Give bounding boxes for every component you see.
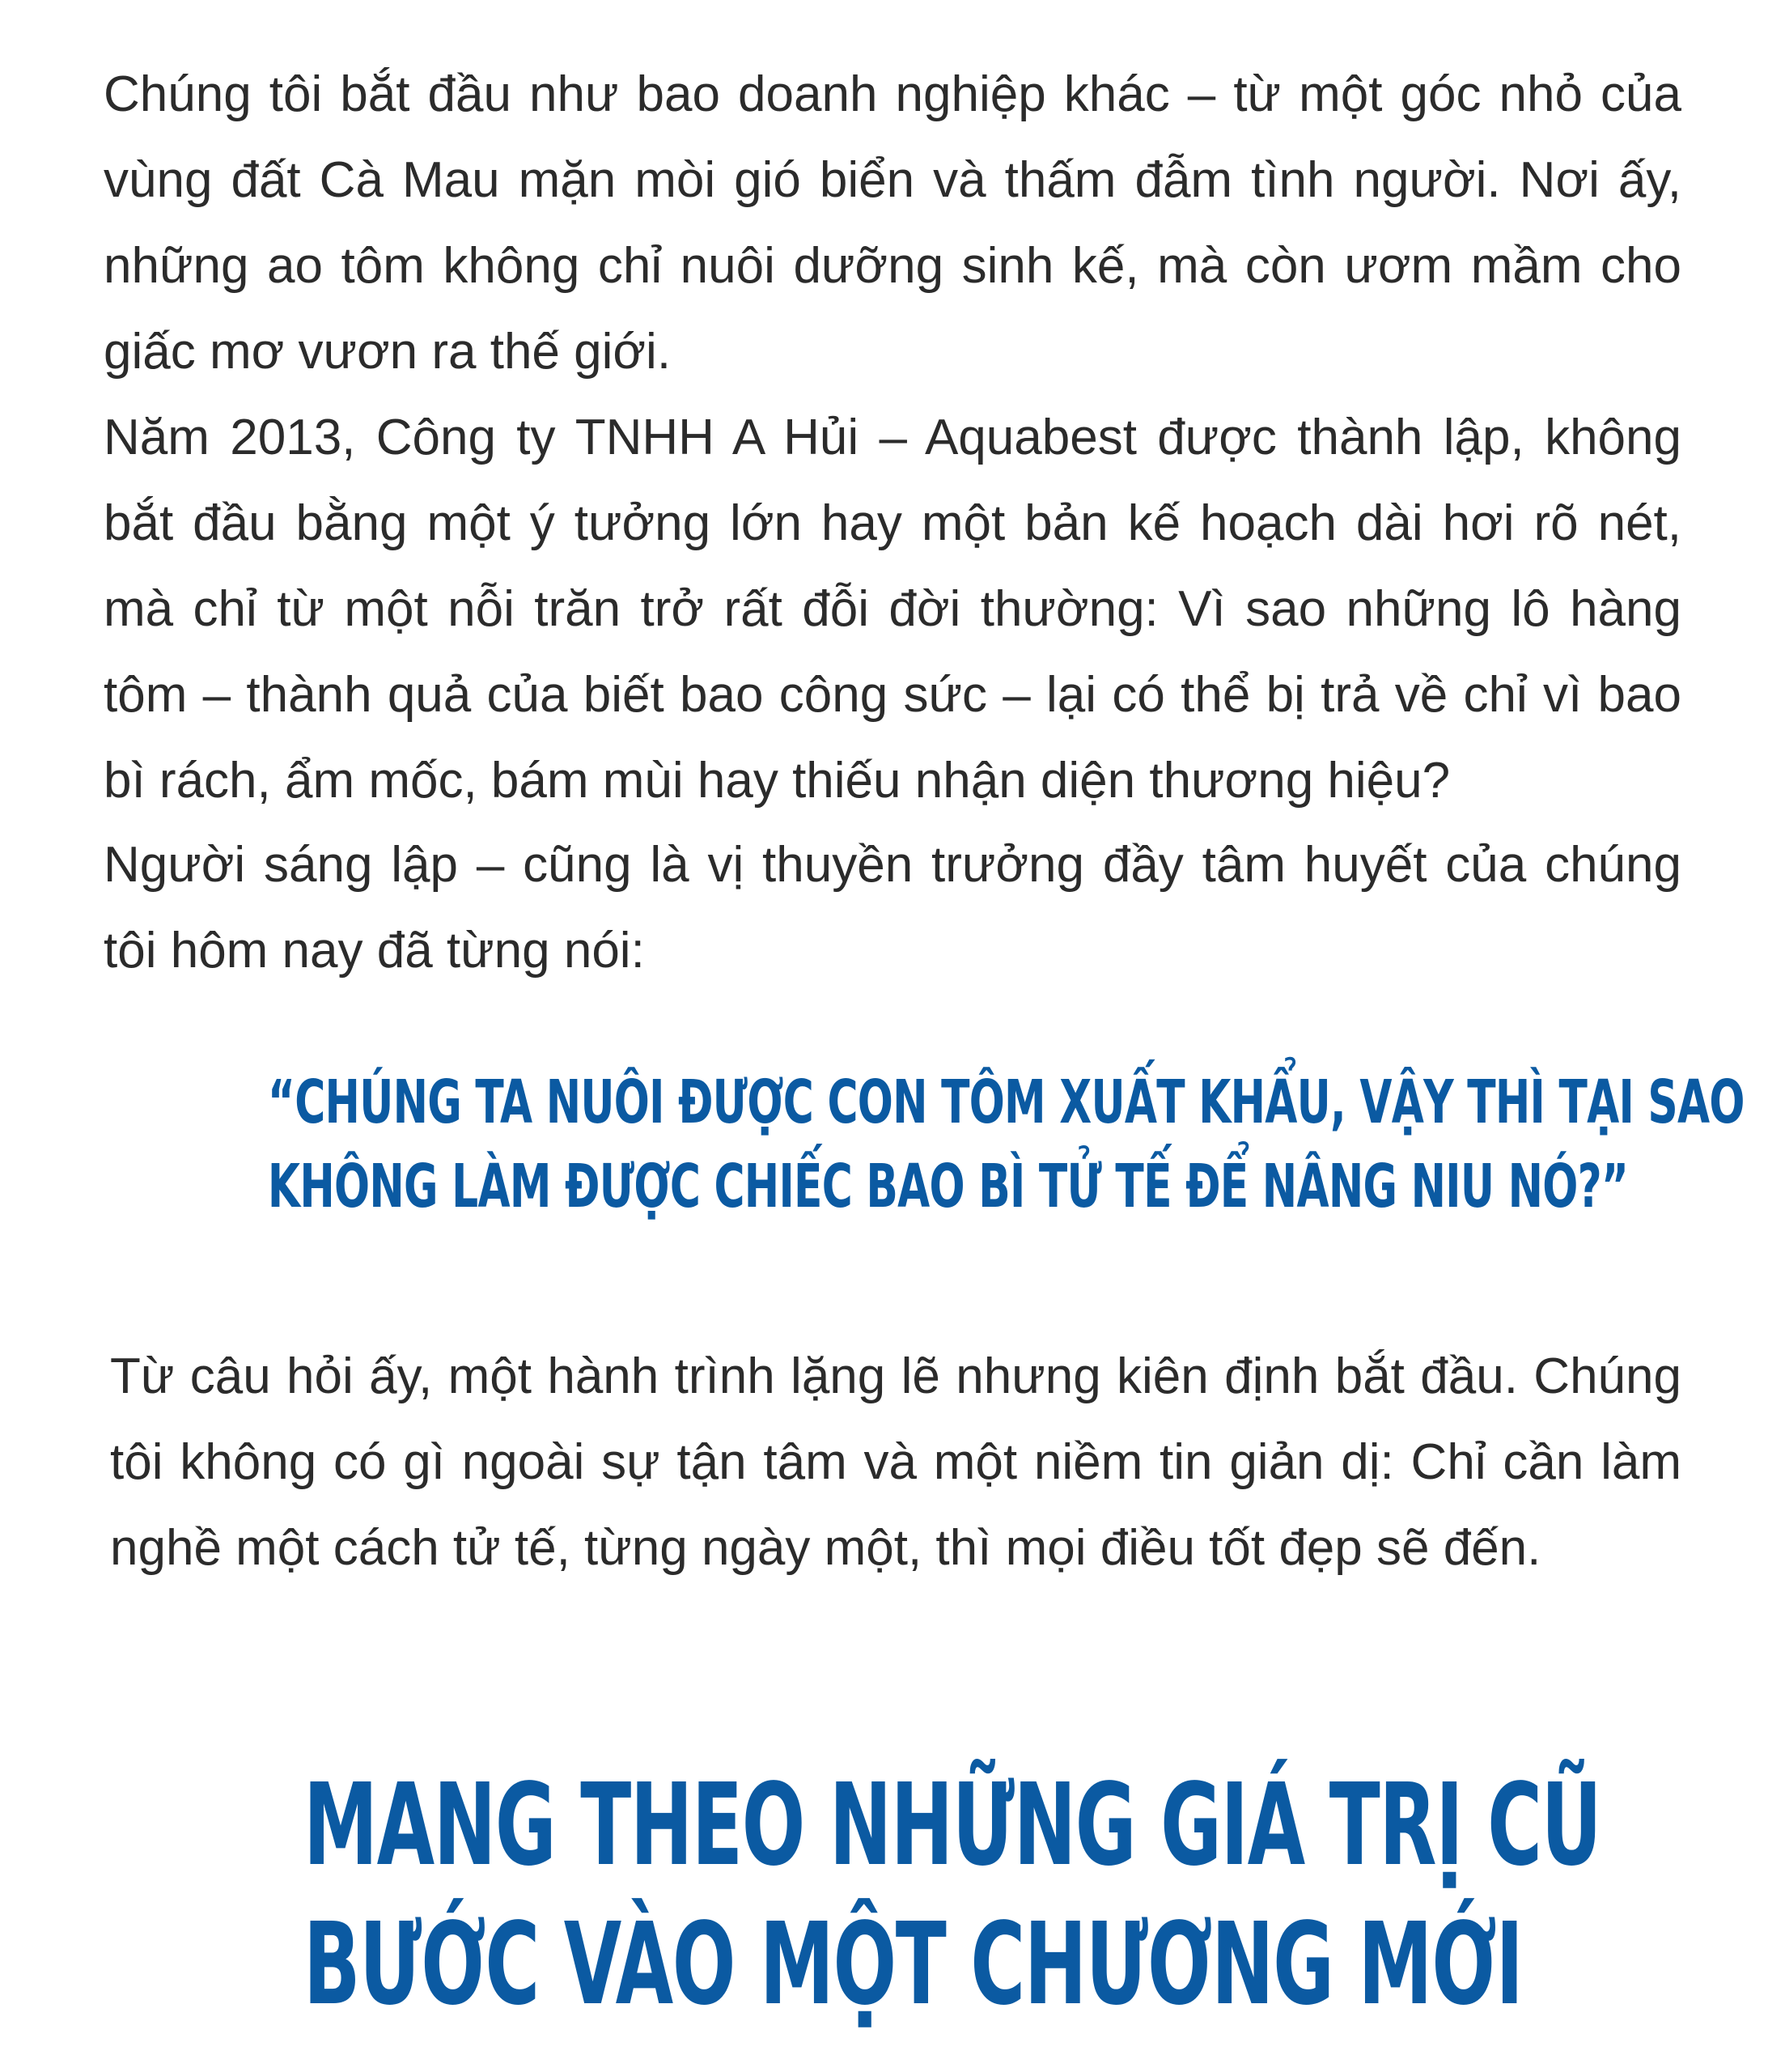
founding-paragraph: Năm 2013, Công ty TNHH A Hủi – Aquabest được thành lập, không bắt đầu bằng một ý tưởng lớn hay một bản kế hoạch dài hơi rõ nét, mà chỉ từ một nỗi trăn trở rất đỗi đời thường: Vì sao những lô hàng tôm – thành quả của biết bao công sức – lại có thể bị trả về chỉ vì bao bì rách, ẩm mốc, bám mùi hay thiếu nhận diện thương hiệu?: [104, 410, 1681, 809]
quote-line-1: “CHÚNG TA NUÔI ĐƯỢC CON TÔM XUẤT KHẨU, VẬY THÌ TẠI SAO: [267, 1068, 1745, 1137]
heading-line-2: BƯỚC VÀO MỘT CHƯƠNG MỚI: [303, 1899, 1523, 2031]
founder-quote: [267, 1060, 1745, 1229]
quote-line-2: KHÔNG LÀM ĐƯỢC CHIẾC BAO BÌ TỬ TẾ ĐỂ NÂNG NIU NÓ?”: [267, 1152, 1629, 1221]
heading-line-1: MANG THEO NHỮNG GIÁ TRỊ CŨ: [303, 1760, 1601, 1892]
section-heading: [303, 1756, 1601, 2035]
founder-intro-paragraph: Người sáng lập – cũng là vị thuyền trưởng đầy tâm huyết của chúng tôi hôm nay đã từng nói:: [104, 837, 1681, 979]
journey-paragraph: Từ câu hỏi ấy, một hành trình lặng lẽ nhưng kiên định bắt đầu. Chúng tôi không có gì ngoài sự tận tâm và một niềm tin giản dị: Chỉ cần làm nghề một cách tử tế, từng ngày một, thì mọi điều tốt đẹp sẽ đến.: [110, 1348, 1681, 1576]
intro-paragraph: Chúng tôi bắt đầu như bao doanh nghiệp khác – từ một góc nhỏ của vùng đất Cà Mau mặn mòi gió biển và thấm đẫm tình người. Nơi ấy, những ao tôm không chỉ nuôi dưỡng sinh kế, mà còn ươm mầm cho giấc mơ vươn ra thế giới.: [104, 66, 1681, 380]
